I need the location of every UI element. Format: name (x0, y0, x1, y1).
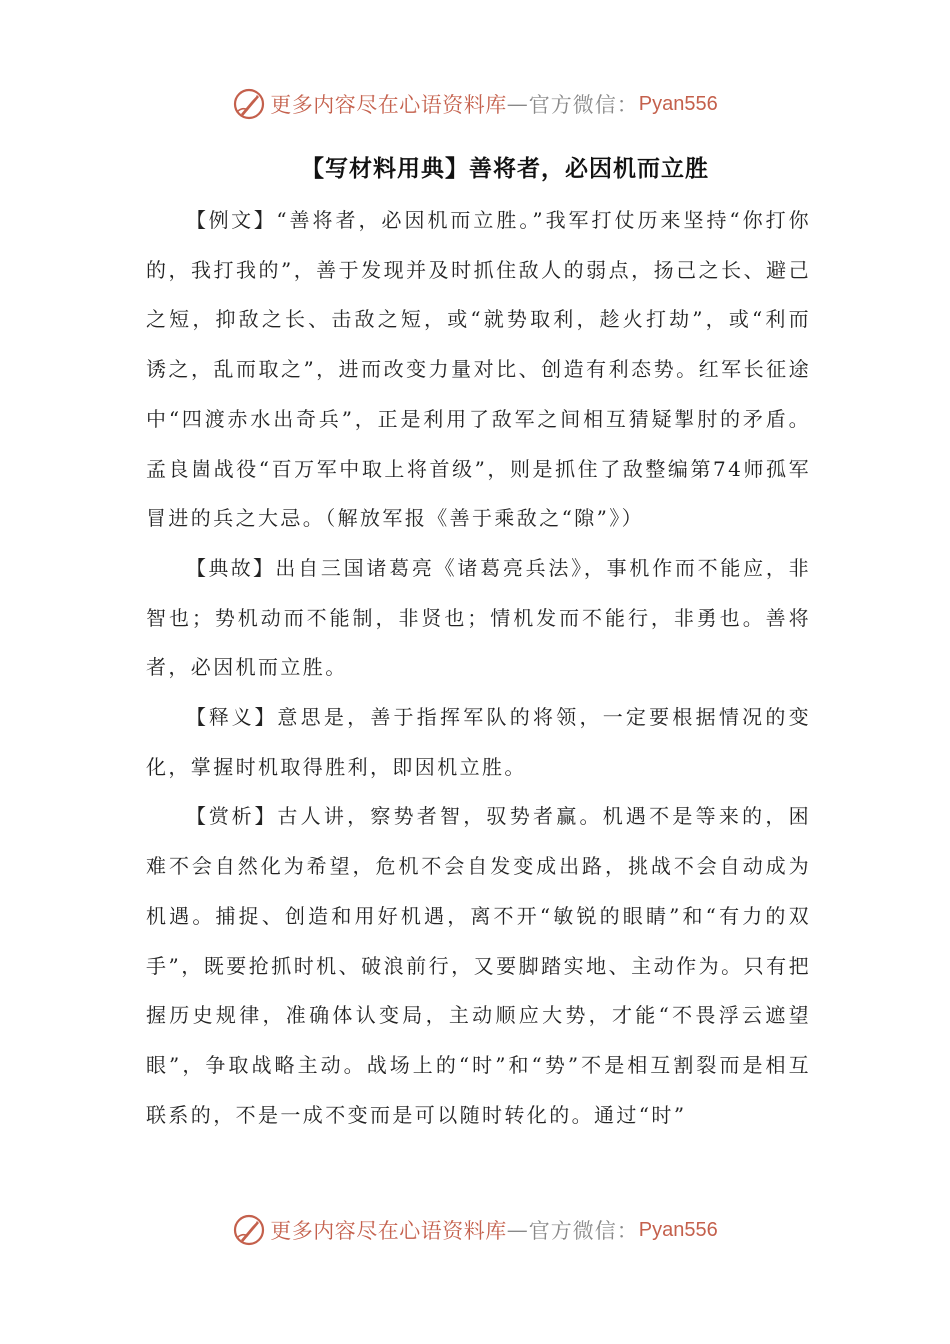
watermark-slogan: 更多内容尽在心语资料库 (270, 1219, 507, 1243)
paragraph-example (146, 196, 811, 544)
quill-pen-logo-icon (232, 87, 266, 121)
watermark-wechat-id: Pyan556 (638, 1218, 718, 1241)
watermark-dash: — (506, 92, 529, 116)
page-title: 【写材料用典】善将者，必因机而立胜 (301, 156, 709, 182)
paragraph-text: 古人讲，察势者智，驭势者赢。机遇不是等来的，困难不会自然化为希望，危机不会自发变成出路，挑战不会自动成为机遇。捕捉、创造和用好机遇，离不开“敏锐的眼睛”和“有力的双手”，既要抢抓时机、破浪前行，又要脚踏实地、主动作为。只有把握历史规律，准确体认变局，主动顺应大势，才能“不畏浮云遮望眼”，争取战略主动。战场上的“时”和“势”不是相互割裂而是相互联系的，不是一成不变而是可以随时转化的。通过“时” (146, 804, 812, 1127)
paragraph-appreciation (146, 792, 811, 1140)
paragraph-text: “善将者，必因机而立胜。”我军打仗历来坚持“你打你的，我打我的”，善于发现并及时抓住敌人的弱点，扬己之长、避己之短，抑敌之长、击敌之短，或“就势取利，趁火打劫”，或“利而诱之，乱而取之”，进而改变力量对比、创造有利态势。红军长征途中“四渡赤水出奇兵”，正是利用了敌军之间相互猜疑掣肘的矛盾。孟良崮战役“百万军中取上将首级”，则是抓住了敌整编第74师孤军冒进的兵之大忌。（解放军报《善于乘敌之“隙”》） (146, 208, 811, 531)
footer-watermark (0, 1210, 950, 1250)
watermark-wechat-label: 官方微信： (528, 1219, 639, 1243)
watermark-dash: — (506, 1218, 529, 1242)
watermark-wechat-label: 官方微信： (528, 93, 639, 117)
document-body (146, 196, 811, 1140)
paragraph-tag: 【例文】 (186, 208, 277, 232)
paragraph-text: 出自三国诸葛亮《诸葛亮兵法》，事机作而不能应，非智也；势机动而不能制，非贤也；情机发而不能行，非勇也。善将者，必因机而立胜。 (146, 555, 812, 680)
paragraph-tag: 【典故】 (186, 555, 276, 580)
paragraph-tag: 【释义】 (186, 705, 278, 730)
paragraph-origin (146, 544, 811, 693)
paragraph-meaning (146, 693, 811, 792)
paragraph-text: 意思是，善于指挥军队的将领，一定要根据情况的变化，掌握时机取得胜利，即因机立胜。 (146, 705, 812, 779)
quill-pen-logo-icon (232, 1213, 266, 1247)
header-watermark (0, 84, 950, 124)
watermark-wechat-id: Pyan556 (638, 92, 718, 115)
paragraph-tag: 【赏析】 (186, 804, 278, 829)
watermark-slogan: 更多内容尽在心语资料库 (270, 93, 507, 117)
